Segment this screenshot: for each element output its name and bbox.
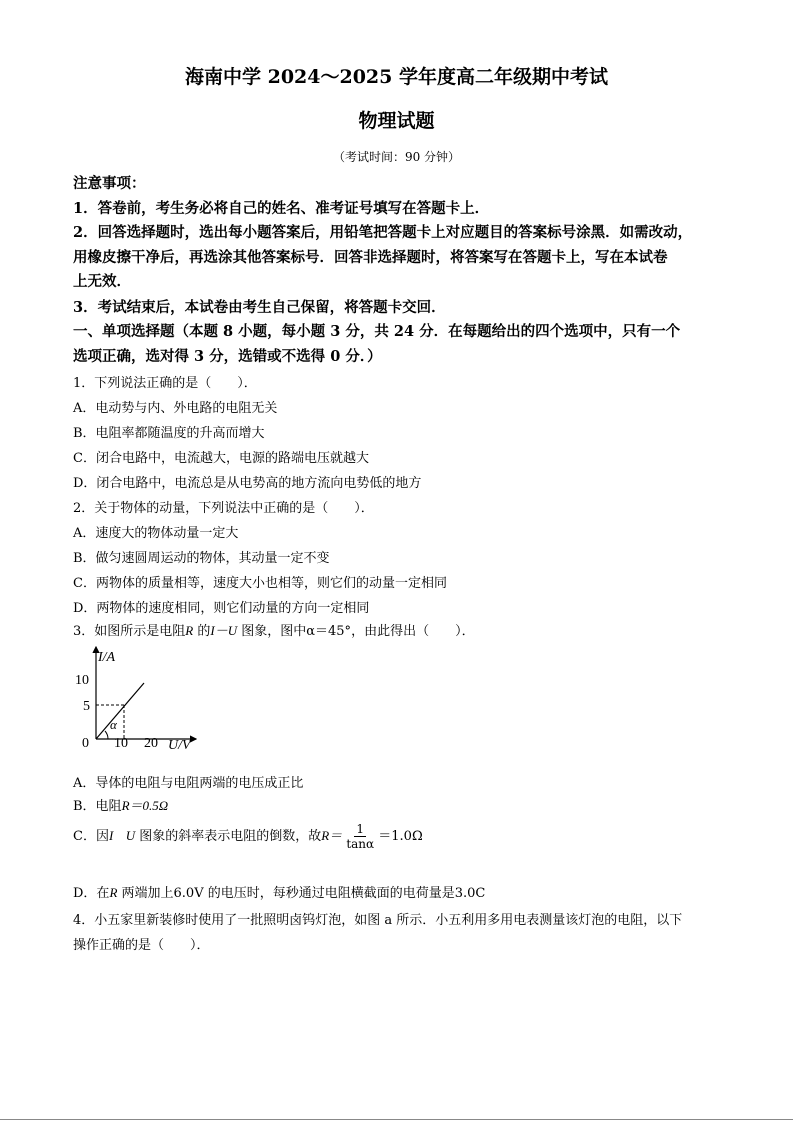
q2-option-b: B．做匀速圆周运动的物体，其动量一定不变	[73, 551, 330, 566]
q1-option-d: D．闭合电路中，电流总是从电势高的地方流向电势低的地方	[73, 476, 422, 491]
angle-label: α	[110, 717, 117, 732]
q1-stem: 1．下列说法正确的是（ ）．	[73, 376, 257, 391]
note-item-1: 1．答卷前，考生务必将自己的姓名、准考证号填写在答题卡上．	[73, 200, 490, 217]
q4-stem-line-2: 操作正确的是（ ）．	[73, 938, 210, 953]
q3-option-a: A．导体的电阻与电阻两端的电压成正比	[73, 776, 304, 791]
q4-stem-line-1: 4．小五家里新装修时使用了一批照明卤钨灯泡，如图 a 所示．小五利用多用电表测量该灯泡的电阻，以下	[73, 913, 683, 928]
x-axis-label: U/V	[168, 738, 191, 753]
notes-heading: 注意事项：	[73, 175, 146, 192]
note-item-2-line-3: 上无效．	[73, 273, 131, 290]
x-tick-20: 20	[144, 736, 158, 751]
q3-stem: 3．如图所示是电阻R 的I－U 图象，图中α＝45°，由此得出（ ）．	[73, 623, 475, 639]
q2-option-a: A．速度大的物体动量一定大	[73, 526, 239, 541]
origin-label: 0	[82, 736, 89, 751]
q1-option-a: A．电动势与内、外电路的电阻无关	[73, 401, 278, 416]
x-tick-10: 10	[114, 736, 128, 751]
y-tick-10: 10	[75, 673, 89, 688]
q2-option-c: C．两物体的质量相等，速度大小也相等，则它们的动量一定相同	[73, 576, 447, 591]
exam-time: （考试时间：90 分钟）	[332, 150, 461, 164]
y-axis-label: I/A	[98, 650, 116, 665]
q3-option-b: B．电阻R＝0.5Ω	[73, 798, 169, 814]
page-bottom-rule	[0, 1119, 793, 1120]
note-item-2-line-2: 用橡皮擦干净后，再选涂其他答案标号．回答非选择题时，将答案写在答题卡上，写在本试卷	[73, 249, 668, 266]
q2-stem: 2．关于物体的动量，下列说法中正确的是（ ）．	[73, 501, 374, 516]
q1-option-b: B．电阻率都随温度的升高而增大	[73, 426, 265, 441]
note-item-2-line-1: 2．回答选择题时，选出每小题答案后，用铅笔把答题卡上对应题目的答案标号涂黑．如需改动，	[73, 224, 693, 241]
iu-line	[96, 683, 144, 739]
fraction: $\frac{1}{\tan\alpha}$	[346, 822, 375, 851]
note-item-3: 3．考试结束后，本试卷由考生自己保留，将答题卡交回．	[73, 299, 446, 316]
section-heading-line-2: 选项正确，选对得 3 分，选错或不选得 0 分．）	[73, 348, 382, 365]
exam-title: 海南中学 2024～2025 学年度高二年级期中考试	[185, 66, 608, 88]
q1-option-c: C．闭合电路中，电流越大，电源的路端电压就越大	[73, 451, 369, 466]
q3-option-c: C．因I U 图象的斜率表示电阻的倒数，故R＝ $\frac{1}{\tan\alpha}$ ＝1.0Ω	[73, 822, 423, 851]
angle-arc	[105, 731, 108, 739]
y-tick-5: 5	[83, 699, 90, 714]
subject-title: 物理试题	[358, 110, 435, 132]
iu-graph	[75, 643, 208, 755]
q2-option-d: D．两物体的速度相同，则它们动量的方向一定相同	[73, 601, 370, 616]
section-heading-line-1: 一、单项选择题（本题 8 小题，每小题 3 分，共 24 分．在每题给出的四个选项中，只有一个	[73, 323, 681, 340]
q3-option-d: D．在R 两端加上6.0V 的电压时，每秒通过电阻横截面的电荷量是3.0C	[73, 885, 486, 901]
